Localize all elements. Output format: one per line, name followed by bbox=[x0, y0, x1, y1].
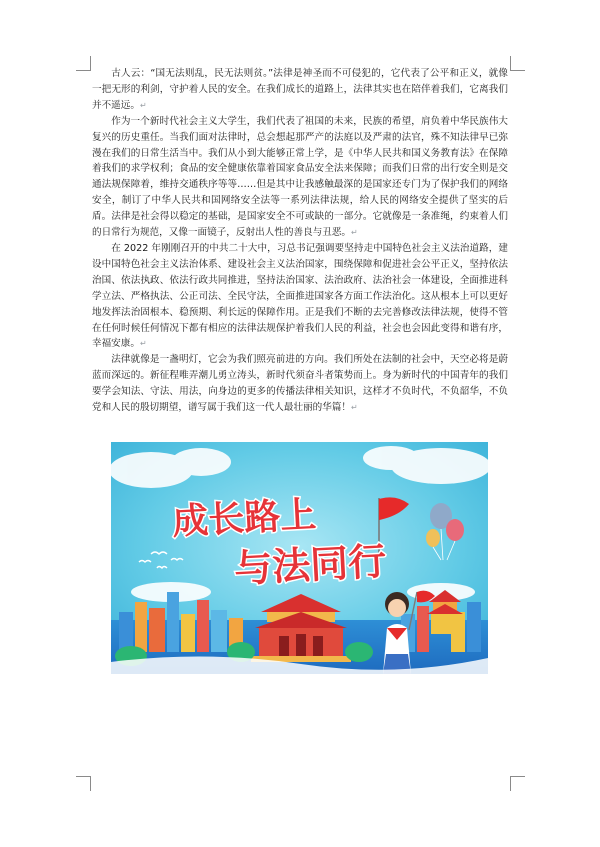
paragraph-2: 作为一个新时代社会主义大学生，我们代表了祖国的未来，民族的希望，肩负着中华民族伟大复兴的历史重任。当我们面对法律时，总会想起那严产的法庭以及严肃的法官，殊不知法律早已弥漫在我们的日常生活当中。我们从小到大能够正常上学，是《中华人民共和国义务教育法》在保障着我们的求学权利；食品的安全健康依靠着国家食品安全法来保障；而我们日常的出行安全则是交通法规保障着，维持交通秩序等等……但是其中让我感触最深的是国家还专门为了保护我们的网络安全，制订了中华人民共和国网络安全法等一系列法律法规，给人民的网络安全提供了坚实的后盾。法律是社会得以稳定的基础，是国家安全不可或缺的一部分。它就像是一条准绳，约束着人们的日常行为规范，又像一面镜子，反射出人性的善良与丑恶。↵ bbox=[92, 115, 508, 239]
paragraph-mark: ↵ bbox=[139, 100, 147, 110]
crop-mark-bottom-right bbox=[510, 776, 525, 791]
paragraph-mark: ↵ bbox=[139, 339, 147, 349]
paragraph-4: 法律就像是一盏明灯，它会为我们照亮前进的方向。我们所处在法制的社会中，天空必将是蔚蓝而深远的。新征程唯弄潮儿勇立涛头，新时代须奋斗者策势而上。身为新时代的中国青年的我们要学会知法、守法、用法，向身边的更多的传播法律相关知识，这样才不负时代，不负韶华，不负党和人民的殷切期望，谱写属于我们这一代人最壮丽的华篇！↵ bbox=[92, 354, 508, 414]
paragraph-1: 古人云：“国无法则乱，民无法则贫。”法律是神圣而不可侵犯的，它代表了公平和正义，就像一把无形的利剑，守护着人民的安全。在我们成长的道路上，法律其实也在陪伴着我们，它离我们并不遥远。↵ bbox=[92, 68, 508, 111]
document-body[interactable] bbox=[92, 66, 508, 416]
banner-title-line2: 与法同行 bbox=[233, 539, 388, 591]
crop-mark-top-right bbox=[510, 56, 525, 71]
crop-mark-bottom-left bbox=[76, 776, 91, 791]
paragraph-mark: ↵ bbox=[351, 228, 358, 238]
paragraph-mark: ↵ bbox=[351, 403, 358, 413]
banner-image[interactable] bbox=[111, 442, 488, 674]
crop-mark-top-left bbox=[76, 56, 91, 71]
banner-title-line1: 成长路上 bbox=[171, 494, 318, 543]
paragraph-3: 在 2022 年刚刚召开的中共二十大中，习总书记强调要坚持走中国特色社会主义法治道路，建设中国特色社会主义法治体系、建设社会主义法治国家，围绕保障和促进社会公平正义，坚持依法治国、依法执政、依法行政共同推进，坚持法治国家、法治政府、法治社会一体建设，全面推进科学立法、严格执法、公正司法、全民守法，全面推进国家各方面工作法治化。这从根本上可以更好地发挥法治固根本、稳预期、利长远的保障作用。正是我们不断的去完善修改法律法规，使得不管在任何时候任何情况下都有相应的法律法规保护着我们人民的利益，社会也会因此变得和谐有序，幸福安康。↵ bbox=[92, 242, 508, 350]
